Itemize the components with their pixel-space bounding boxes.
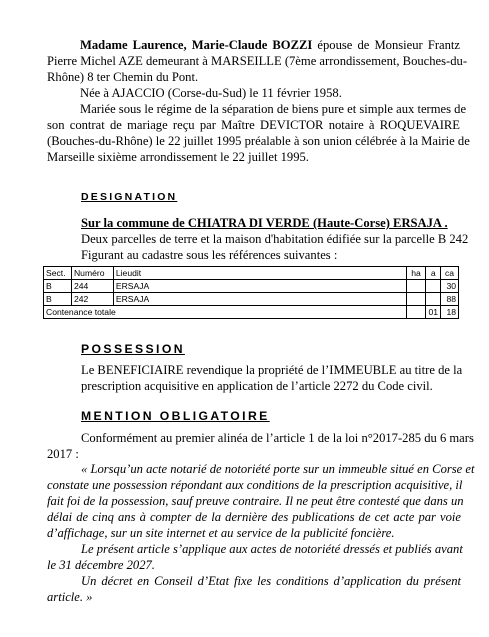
marriage-line-3: (Bouches-du-Rhône) le 22 juillet 1995 préalable à son union célébrée à la Mairie de (47, 134, 470, 148)
quote-line-2: constate une possession répondant aux conditions de la prescription acquisitive, il (47, 478, 463, 492)
table-row (44, 280, 459, 293)
row-lieudit: ERSAJA (113, 293, 406, 306)
designation-heading: DESIGNATION (81, 191, 178, 203)
row-ca: 30 (441, 280, 459, 293)
marriage-line-4: Marseille sixième arrondissement le 22 juillet 1995. (47, 150, 309, 164)
total-ha (406, 306, 426, 319)
comparant-line-2: Pierre Michel AZE demeurant à MARSEILLE (7ème arrondissement, Bouches-du- (47, 54, 468, 68)
designation-line-1: Deux parcelles de terre et la maison d'habitation édifiée sur la parcelle B 242 (81, 232, 469, 246)
quote-line-4: délai de cinq ans à compter de la dernière des publications de cet acte par voie (47, 510, 461, 524)
quote-line-6: Le présent article s’applique aux actes de notoriété dressés et publiés avant (81, 542, 463, 556)
total-label: Contenance totale (44, 306, 407, 319)
row-a (426, 280, 441, 293)
header-sect: Sect. (44, 267, 72, 280)
mention-intro-2: 2017 : (47, 447, 79, 461)
total-ca: 18 (441, 306, 459, 319)
mention-intro-1: Conformément au premier alinéa de l’article 1 de la loi n°2017-285 du 6 mars (81, 431, 474, 445)
quote-line-7: le 31 décembre 2027. (47, 558, 155, 572)
header-numero: Numéro (71, 267, 113, 280)
mention-heading: MENTION OBLIGATOIRE (81, 409, 270, 423)
row-ha (406, 293, 426, 306)
table-total-row (44, 306, 459, 319)
total-a: 01 (426, 306, 441, 319)
possession-line-2: prescription acquisitive en application de l’article 2272 du Code civil. (81, 379, 433, 393)
table-row (44, 293, 459, 306)
marriage-line-1: Mariée sous le régime de la séparation de biens pure et simple aux termes de (80, 102, 467, 116)
comparant-birth: Née à AJACCIO (Corse-du-Sud) le 11 février 1958. (80, 86, 342, 100)
comparant-line-3: Rhône) 8 ter Chemin du Pont. (47, 70, 199, 84)
row-numero: 242 (71, 293, 113, 306)
designation-line-2: Figurant au cadastre sous les références suivantes : (81, 248, 338, 262)
header-a: a (426, 267, 441, 280)
header-ca: ca (441, 267, 459, 280)
comparant-line-1 (80, 38, 460, 52)
comparant-line-1-rest: épouse de Monsieur Frantz (312, 38, 460, 52)
comparant-name: Madame Laurence, Marie-Claude BOZZI (80, 38, 313, 52)
quote-line-5: d’affichage, sur un site internet et au service de la publicité foncière. (47, 526, 395, 540)
row-sect: B (44, 293, 72, 306)
row-a (426, 293, 441, 306)
designation-commune: Sur la commune de CHIATRA DI VERDE (Haute-Corse) ERSAJA . (81, 216, 448, 230)
quote-line-1: « Lorsqu’un acte notarié de notoriété porte sur un immeuble situé en Corse et (81, 462, 475, 476)
row-numero: 244 (71, 280, 113, 293)
header-lieudit: Lieudit (113, 267, 406, 280)
possession-line-1: Le BENEFICIAIRE revendique la propriété de l’IMMEUBLE au titre de la (81, 363, 463, 377)
row-ha (406, 280, 426, 293)
possession-heading: POSSESSION (81, 342, 185, 356)
parcel-table (43, 266, 459, 319)
marriage-line-2: son contrat de mariage reçu par Maître DEVICTOR notaire à ROQUEVAIRE (47, 118, 460, 132)
quote-line-8: Un décret en Conseil d’Etat fixe les conditions d’application du présent (81, 574, 461, 588)
row-ca: 88 (441, 293, 459, 306)
quote-line-9: article. » (47, 590, 93, 604)
header-ha: ha (406, 267, 426, 280)
row-sect: B (44, 280, 72, 293)
row-lieudit: ERSAJA (113, 280, 406, 293)
quote-line-3: fait foi de la possession, sauf preuve contraire. Il ne peut être contesté que dans un (47, 494, 464, 508)
table-header-row (44, 267, 459, 280)
